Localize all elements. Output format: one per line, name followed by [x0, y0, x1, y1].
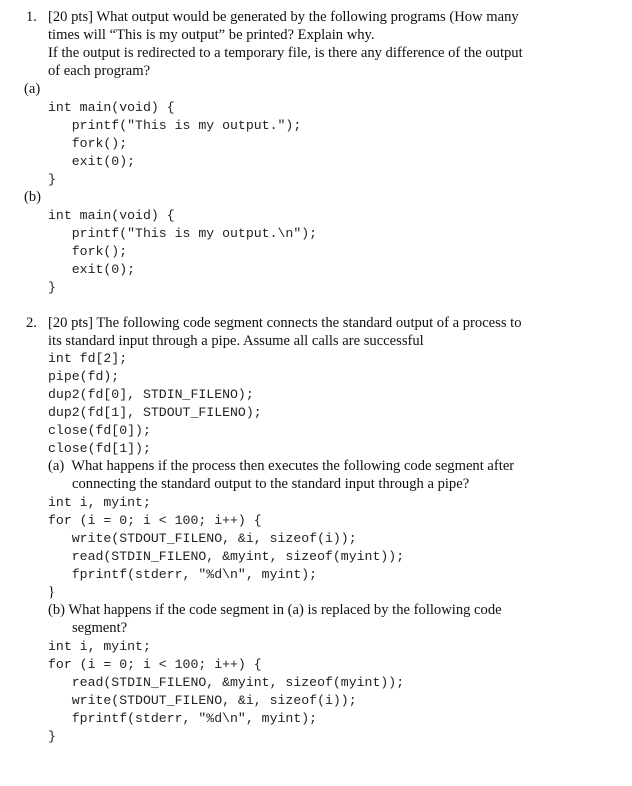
code-line: read(STDIN_FILENO, &myint, sizeof(myint));	[48, 549, 405, 564]
code-line: dup2(fd[1], STDOUT_FILENO);	[48, 405, 262, 420]
code-line: pipe(fd);	[48, 369, 120, 384]
code-line: close(fd[0]);	[48, 423, 151, 438]
part-a-label: (a)	[24, 81, 41, 97]
part-b-question: segment?	[72, 620, 128, 636]
question-1-number: 1.	[26, 9, 37, 25]
question-1-line: of each program?	[48, 63, 151, 79]
code-line: write(STDOUT_FILENO, &i, sizeof(i));	[48, 531, 357, 546]
code-line: write(STDOUT_FILENO, &i, sizeof(i));	[48, 693, 357, 708]
code-line: exit(0);	[48, 154, 136, 169]
code-line: fprintf(stderr, "%d\n", myint);	[48, 711, 318, 726]
code-line: fork();	[48, 244, 128, 259]
question-2-line: [20 pts] The following code segment connects the standard output of a process to	[48, 315, 522, 331]
part-a-question: (a) What happens if the process then executes the following code segment after	[48, 458, 515, 474]
question-1-line: If the output is redirected to a temporary file, is there any difference of the output	[48, 45, 523, 61]
code-line: fprintf(stderr, "%d\n", myint);	[48, 567, 318, 582]
code-line: }	[48, 280, 56, 295]
code-close-brace: }	[48, 584, 56, 600]
code-line: exit(0);	[48, 262, 136, 277]
code-line: close(fd[1]);	[48, 441, 151, 456]
part-b-question: (b) What happens if the code segment in (a) is replaced by the following code	[48, 602, 502, 618]
question-1-line: [20 pts] What output would be generated by the following programs (How many	[48, 9, 519, 25]
code-line: for (i = 0; i < 100; i++) {	[48, 657, 262, 672]
code-line: fork();	[48, 136, 128, 151]
part-b-label: (b)	[24, 189, 42, 205]
code-line: printf("This is my output.");	[48, 118, 302, 133]
code-line: int i, myint;	[48, 639, 151, 654]
code-line: printf("This is my output.\n");	[48, 226, 318, 241]
code-line: }	[48, 729, 56, 744]
part-a-question: connecting the standard output to the standard input through a pipe?	[72, 476, 470, 492]
code-line: read(STDIN_FILENO, &myint, sizeof(myint));	[48, 675, 405, 690]
question-2-number: 2.	[26, 315, 37, 331]
code-line: dup2(fd[0], STDIN_FILENO);	[48, 387, 254, 402]
code-line: int main(void) {	[48, 100, 175, 115]
code-line: int i, myint;	[48, 495, 151, 510]
code-line: int main(void) {	[48, 208, 175, 223]
code-line: for (i = 0; i < 100; i++) {	[48, 513, 262, 528]
code-line: }	[48, 172, 56, 187]
code-line: int fd[2];	[48, 351, 128, 366]
question-2-line: its standard input through a pipe. Assume all calls are successful	[48, 333, 424, 349]
question-1-line: times will “This is my output” be printed? Explain why.	[48, 27, 375, 43]
